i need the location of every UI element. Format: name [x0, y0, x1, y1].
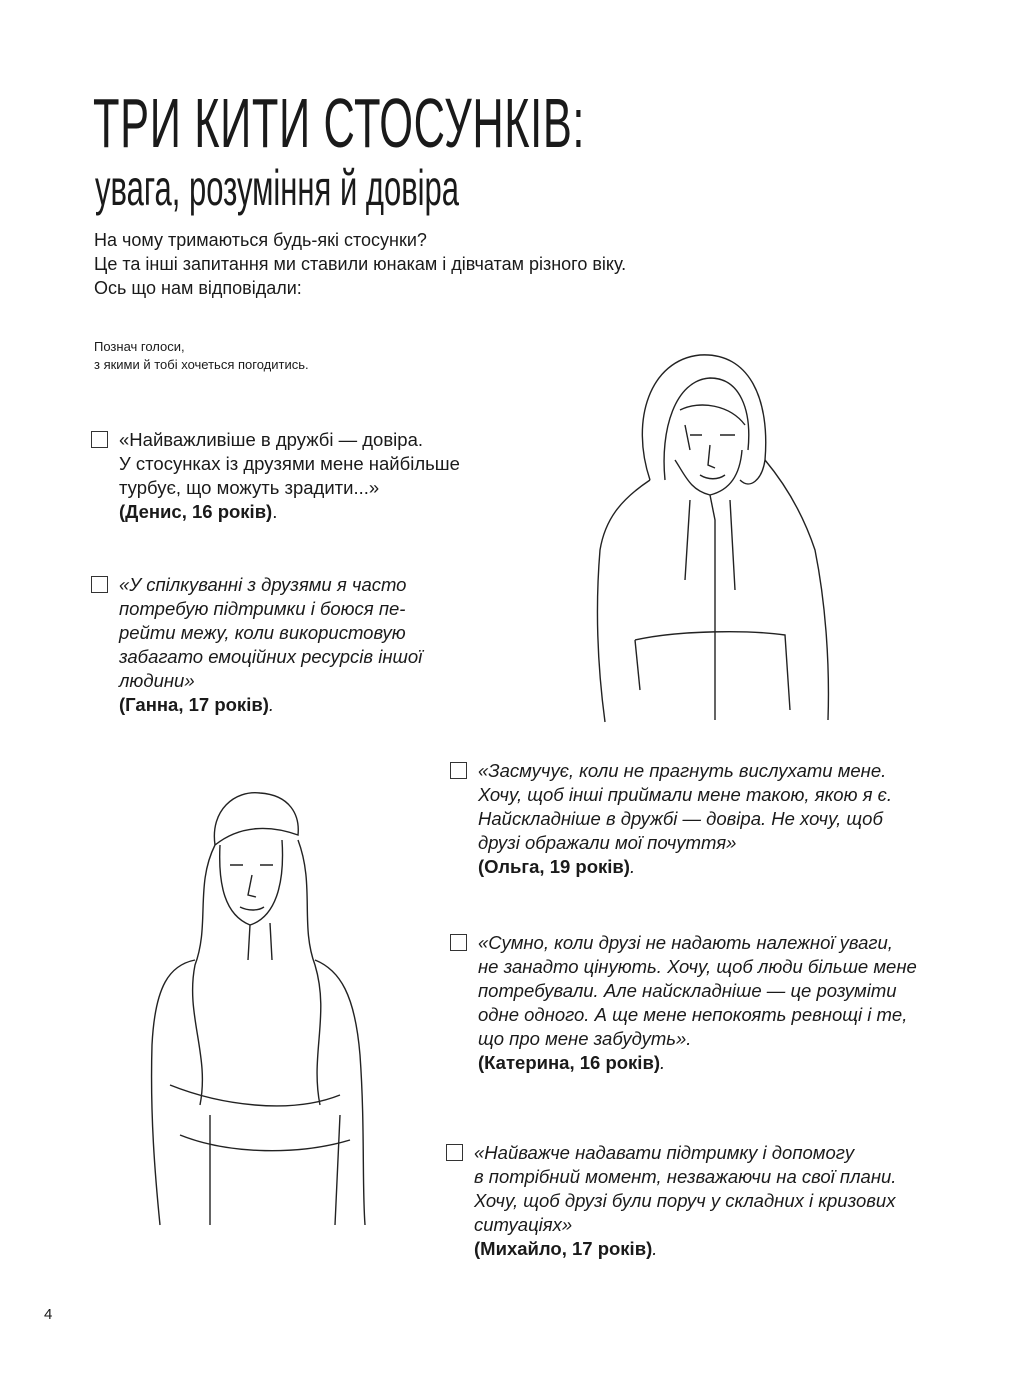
quote-author: (Катерина, 16 років): [478, 1052, 660, 1073]
page-subtitle: увага, розуміння й довіра: [95, 160, 460, 216]
quote-author: (Ганна, 17 років): [119, 694, 269, 715]
quote-line: «У спілкуванні з друзями я часто: [119, 574, 407, 595]
intro-line: Це та інші запитання ми ставили юнакам і дівчатам різного віку.: [94, 254, 627, 274]
quote-author: (Денис, 16 років): [119, 501, 273, 522]
page-number: 4: [44, 1306, 53, 1323]
quote-denys: «Найважливіше в дружбі — довіра. У стосунках із друзями мене найбільше турбує, що можуть зрадити...» (Денис, 16 років).: [119, 428, 460, 524]
quote-mykhailo: «Найважче надавати підтримку і допомогу в потрібний момент, незважаючи на свої плани. Хочу, щоб друзі були поруч у складних і кризових ситуаціях» (Михайло, 17 років).: [474, 1141, 896, 1261]
instruction-hint: [94, 338, 309, 374]
quote-checkbox[interactable]: [91, 576, 108, 593]
intro-line: Ось що нам відповідали:: [94, 278, 302, 298]
hint-line: з якими й тобі хочеться погодитись.: [94, 357, 309, 372]
quote-line: людини»: [119, 670, 195, 691]
quote-line: «Сумно, коли друзі не надають належної уваги,: [478, 932, 893, 953]
quote-checkbox[interactable]: [446, 1144, 463, 1161]
quote-line: Хочу, щоб інші приймали мене такою, якою я є.: [478, 784, 892, 805]
girl-illustration: [140, 785, 380, 1245]
quote-line: потребували. Але найскладніше — це розуміти: [478, 980, 897, 1001]
quote-checkbox[interactable]: [450, 934, 467, 951]
quote-author: (Ольга, 19 років): [478, 856, 630, 877]
quote-line: «Найважливіше в дружбі — довіра.: [119, 429, 424, 450]
quote-line: потребую підтримки і боюся пе-: [119, 598, 406, 619]
quote-line: ситуаціях»: [474, 1214, 573, 1235]
hint-line: Познач голоси,: [94, 339, 185, 354]
quote-line: друзі ображали мої почуття»: [478, 832, 737, 853]
quote-line: одне одного. А ще мене непокоять ревнощі і те,: [478, 1004, 908, 1025]
quote-hanna: «У спілкуванні з друзями я часто потребую підтримки і боюся пе- рейти межу, коли використовую забагато емоційних ресурсів іншої людини» (Ганна, 17 років).: [119, 573, 422, 717]
quote-line: рейти межу, коли використовую: [119, 622, 406, 643]
quote-checkbox[interactable]: [91, 431, 108, 448]
quote-line: Хочу, щоб друзі були поруч у складних і кризових: [474, 1190, 896, 1211]
quote-line: не занадто цінують. Хочу, щоб люди більше мене: [478, 956, 917, 977]
quote-checkbox[interactable]: [450, 762, 467, 779]
quote-author: (Михайло, 17 років): [474, 1238, 653, 1259]
quote-line: «Засмучує, коли не прагнуть вислухати мене.: [478, 760, 887, 781]
intro-text: [94, 228, 626, 300]
quote-line: У стосунках із друзями мене найбільше: [119, 453, 460, 474]
quote-line: в потрібний момент, незважаючи на свої плани.: [474, 1166, 897, 1187]
hooded-teen-illustration: [590, 350, 840, 730]
quote-line: турбує, що можуть зрадити...»: [119, 477, 380, 498]
intro-line: На чому тримаються будь-які стосунки?: [94, 230, 427, 250]
quote-kateryna: «Сумно, коли друзі не надають належної уваги, не занадто цінують. Хочу, щоб люди більше мене потребували. Але найскладніше — це розуміти одне одного. А ще мене непокоять ревнощі і те, що про мене забудуть». (Катерина, 16 років).: [478, 931, 917, 1075]
quote-line: «Найважче надавати підтримку і допомогу: [474, 1142, 855, 1163]
quote-line: Найскладніше в дружбі — довіра. Не хочу, щоб: [478, 808, 883, 829]
quote-line: що про мене забудуть».: [478, 1028, 692, 1049]
page-title: ТРИ КИТИ СТОСУНКІВ:: [93, 84, 586, 162]
quote-olha: «Засмучує, коли не прагнуть вислухати мене. Хочу, щоб інші приймали мене такою, якою я є. Найскладніше в дружбі — довіра. Не хочу, щоб друзі ображали мої почуття» (Ольга, 19 років).: [478, 759, 892, 879]
quote-line: забагато емоційних ресурсів іншої: [119, 646, 423, 667]
